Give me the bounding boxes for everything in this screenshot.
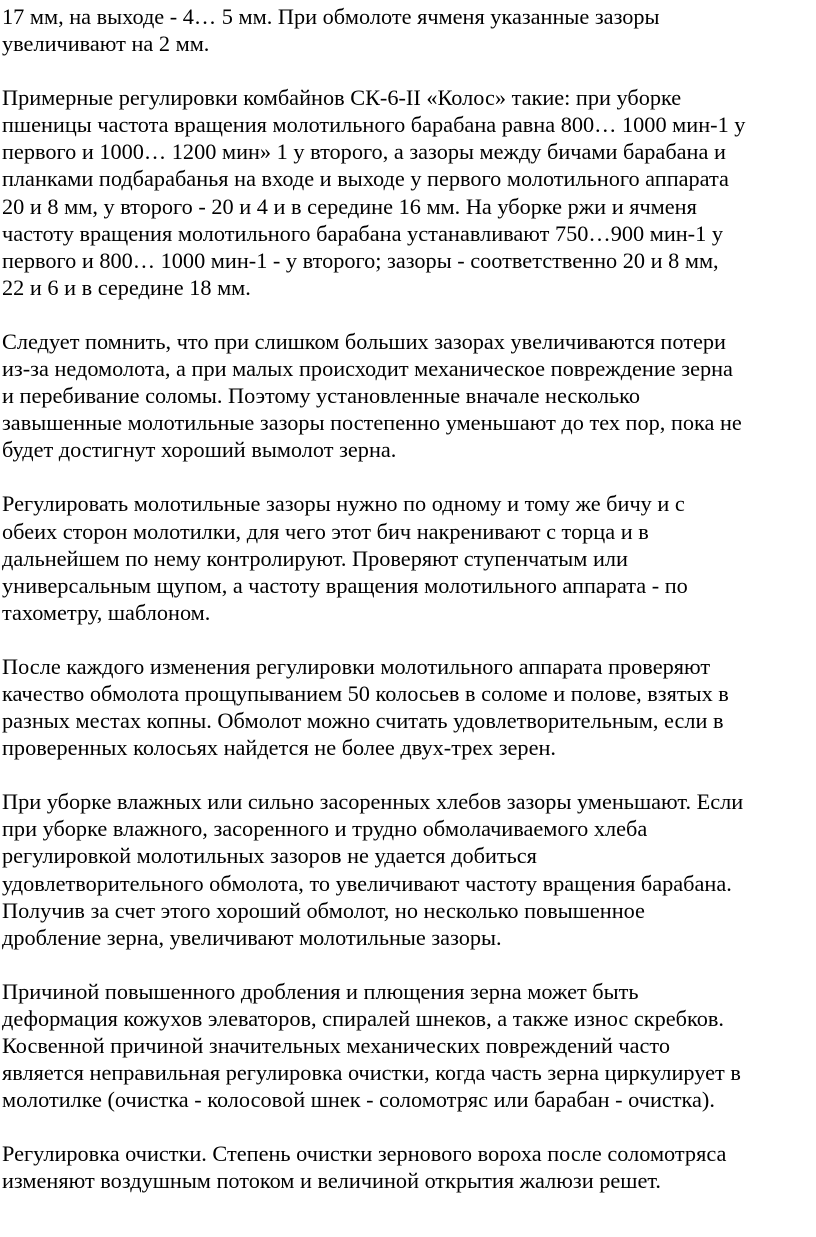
paragraph-kolos-settings: Примерные регулировки комбайнов СК-6-II «Колос» такие: при уборке пшеницы частота вращения молотильного барабана равна 800… 1000 мин-1 у первого и 1000… 1200 мин» 1 у второго, а зазоры между бичами барабана и планками подбарабанья на входе и выходе у первого молотильного аппарата 20 и 8 мм, у второго - 20 и 4 и в середине 16 мм. На уборке ржи и ячменя частоту вращения молотильного барабана устанавливают 750…900 мин-1 у первого и 800… 1000 мин-1 - у второго; зазоры - соответственно 20 и 8 мм, 22 и 6 и в середине 18 мм.: [2, 85, 746, 300]
paragraph-gap-adjustment-method: Регулировать молотильные зазоры нужно по одному и тому же бичу и с обеих сторон молотилки, для чего этот бич накренивают с торца и в дальнейшем по нему контролируют. Проверяют ступенчатым или универсальным щупом, а частоту вращения молотильного аппарата - по тахометру, шаблоном.: [2, 491, 688, 625]
paragraph-wet-grain: При уборке влажных или сильно засоренных хлебов зазоры уменьшают. Если при уборке влажного, засоренного и трудно обмолачиваемого хлеба регулировкой молотильных зазоров не удается добиться удовлетворительного обмолота, то увеличивают частоту вращения барабана. Получив за счет этого хороший обмолот, но несколько повышенное дробление зерна, увеличивают молотильные зазоры.: [2, 789, 744, 950]
paragraph-gap-warning: Следует помнить, что при слишком больших зазорах увеличиваются потери из-за недомолота, а при малых происходит механическое повреждение зерна и перебивание соломы. Поэтому установленные вначале несколько завышенные молотильные зазоры постепенно уменьшают до тех пор, пока не будет достигнут хороший вымолот зерна.: [2, 328, 742, 463]
paragraph-threshing-quality-check: После каждого изменения регулировки молотильного аппарата проверяют качество обмолота прощупыванием 50 колосьев в соломе и полове, взятых в разных местах копны. Обмолот можно считать удовлетворительным, если в проверенных колосьях найдется не более двух-трех зерен.: [2, 653, 729, 761]
paragraph-threshing-gap-continuation: 17 мм, на выходе - 4… 5 мм. При обмолоте ячменя указанные зазоры увеличивают на 2 мм.: [2, 4, 660, 57]
paragraph-cleaning-adjustment: Регулировка очистки. Степень очистки зернового вороха после соломотряса изменяют воздушным потоком и величиной открытия жалюзи решет.: [2, 1141, 727, 1194]
paragraph-grain-damage-causes: Причиной повышенного дробления и плющения зерна может быть деформация кожухов элеваторов, спиралей шнеков, а также износ скребков. Косвенной причиной значительных механических повреждений часто является неправильная регулировка очистки, когда часть зерна циркулирует в молотилке (очистка - колосовой шнек - соломотряс или барабан - очистка).: [2, 978, 741, 1113]
